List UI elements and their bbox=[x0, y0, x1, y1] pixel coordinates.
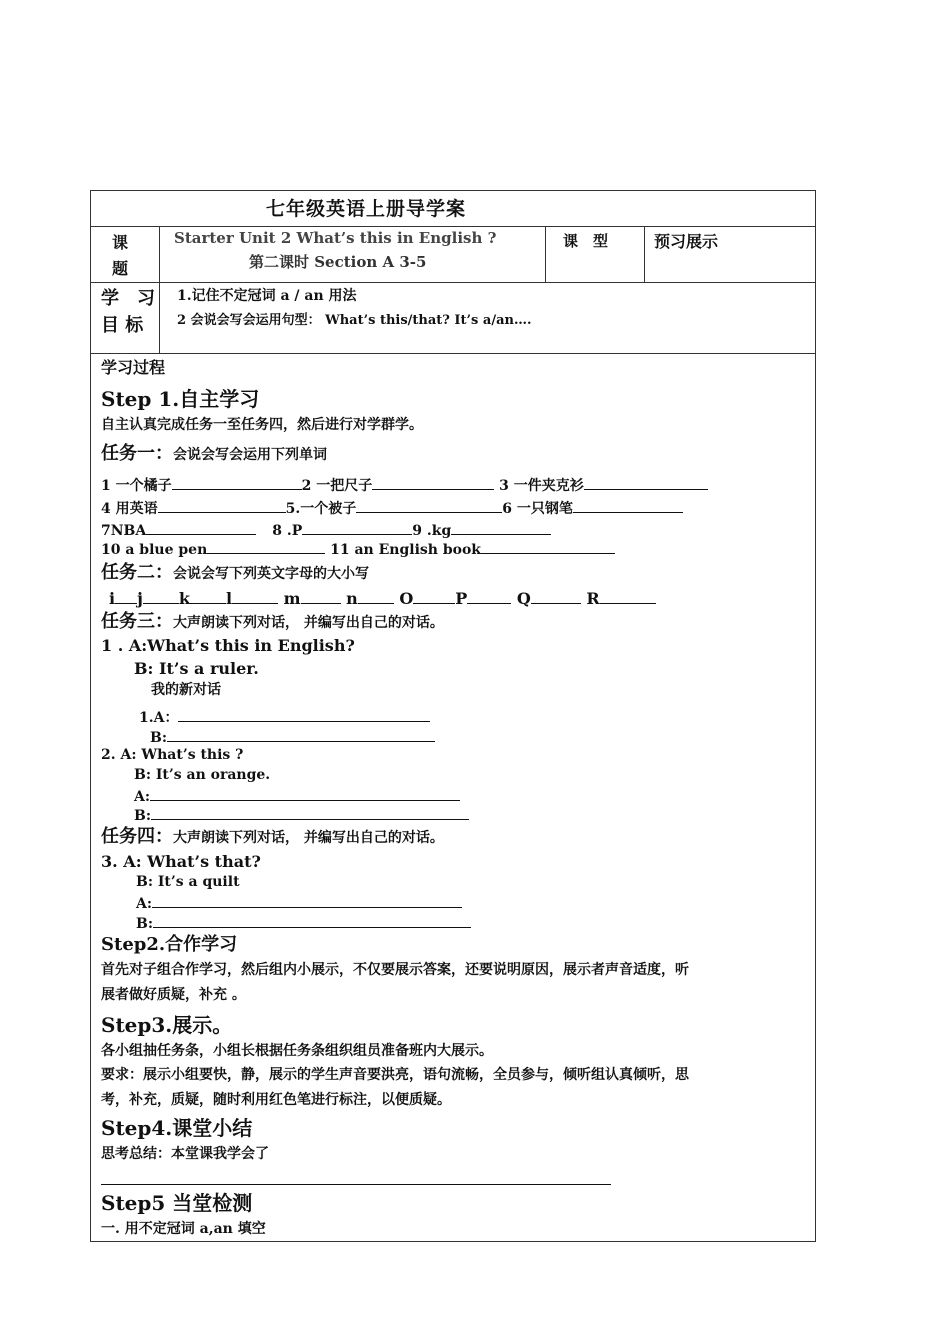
dialog-line: 我的新对话 bbox=[151, 682, 221, 698]
column-divider bbox=[545, 226, 546, 282]
column-divider bbox=[644, 226, 645, 282]
answer-line: 1.A： bbox=[139, 707, 430, 727]
step-text: 各小组抽任务条，小组长根据任务条组织组员准备班内大展示。 bbox=[101, 1043, 493, 1059]
step-text: 考，补充，质疑，随时利用红色笔进行标注，以便质疑。 bbox=[101, 1092, 451, 1108]
dialog-line: B: It’s an orange. bbox=[134, 767, 271, 783]
row-divider bbox=[91, 353, 815, 354]
summary-answer-line bbox=[101, 1184, 611, 1185]
lesson-subtitle: 第二课时 Section A 3-5 bbox=[249, 253, 427, 271]
step-description: 自主认真完成任务一至任务四，然后进行对学群学。 bbox=[101, 417, 423, 433]
type-label: 课 型 bbox=[563, 232, 609, 250]
dialog-line: 3. A: What’s that? bbox=[101, 852, 261, 871]
task-heading: 任务四：大声朗读下列对话， 并编写出自己的对话。 bbox=[101, 826, 444, 847]
vocab-row: 4 用英语 5.一个被子 6 一只钢笔 bbox=[101, 498, 683, 518]
task-heading: 任务二：会说会写下列英文字母的大小写 bbox=[101, 562, 369, 583]
column-divider bbox=[159, 226, 160, 353]
lesson-label: 题 bbox=[112, 259, 129, 278]
letters-row: i j k l m n O P Q R bbox=[109, 587, 656, 608]
step-title: Step2.合作学习 bbox=[101, 934, 238, 955]
task-heading: 任务一：会说会写会运用下列单词 bbox=[101, 443, 327, 464]
row-divider bbox=[91, 226, 815, 227]
type-value: 预习展示 bbox=[654, 232, 719, 251]
answer-line: B: bbox=[150, 727, 435, 747]
step-text: 要求：展示小组要快，静，展示的学生声音要洪亮，语句流畅，全员参与，倾听组认真倾听，思 bbox=[101, 1067, 689, 1083]
step-title: Step4.课堂小结 bbox=[101, 1116, 253, 1140]
step-text: 一. 用不定冠词 a,an 填空 bbox=[101, 1221, 266, 1237]
task-heading: 任务三：大声朗读下列对话， 并编写出自己的对话。 bbox=[101, 611, 444, 632]
answer-line: B: bbox=[134, 805, 469, 825]
step-text: 展者做好质疑，补充 。 bbox=[101, 987, 246, 1003]
row-divider bbox=[91, 282, 815, 283]
goal-item: 1.记住不定冠词 a / an 用法 bbox=[177, 288, 357, 304]
goal-item: 2 会说会写会运用句型： What’s this/that? It’s a/an…. bbox=[177, 313, 532, 328]
lesson-title: Starter Unit 2 What’s this in English ? bbox=[174, 229, 497, 247]
goal-label: 学 习 bbox=[101, 288, 155, 309]
vocab-row: 10 a blue pen 11 an English book bbox=[101, 539, 615, 559]
answer-line: A: bbox=[136, 893, 462, 913]
step-title: Step3.展示。 bbox=[101, 1013, 233, 1037]
vocab-row: 1 一个橘子 2 一把尺子 3 一件夹克衫 bbox=[101, 475, 708, 495]
vocab-row: 7NBA 8 .P 9 .kg bbox=[101, 520, 551, 540]
worksheet-table bbox=[90, 190, 816, 1242]
answer-line: B: bbox=[136, 913, 471, 933]
step-title: Step5 当堂检测 bbox=[101, 1191, 253, 1215]
section-heading: 学习过程 bbox=[101, 358, 166, 377]
step-title: Step 1.自主学习 bbox=[101, 387, 260, 411]
dialog-line: 2. A: What’s this ? bbox=[101, 747, 244, 763]
dialog-line: B: It’s a quilt bbox=[136, 874, 240, 890]
answer-line: A: bbox=[134, 786, 460, 806]
step-text: 思考总结：本堂课我学会了 bbox=[101, 1146, 269, 1162]
goal-label: 目 标 bbox=[101, 315, 144, 336]
step-text: 首先对子组合作学习，然后组内小展示，不仅要展示答案，还要说明原因，展示者声音适度，听 bbox=[101, 962, 689, 978]
dialog-line: B: It’s a ruler. bbox=[134, 659, 259, 678]
lesson-label: 课 bbox=[112, 233, 129, 252]
dialog-line: 1 . A:What’s this in English? bbox=[101, 636, 355, 655]
page-title: 七年级英语上册导学案 bbox=[266, 198, 467, 220]
